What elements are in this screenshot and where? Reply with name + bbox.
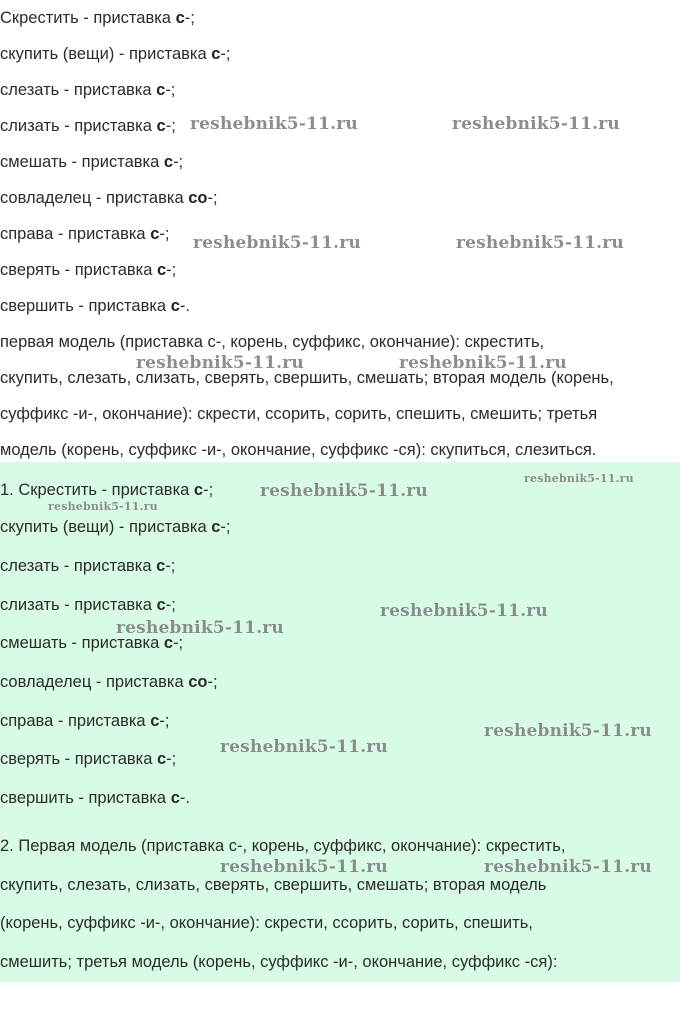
- watermark: reshebnik5-11.ru: [380, 601, 548, 621]
- text-line: смешить; третья модель (корень, суффикс -и-, окончание, суффикс -ся):: [0, 953, 558, 971]
- text-line: смешать - приставка с-;: [0, 153, 184, 171]
- watermark: reshebnik5-11.ru: [116, 618, 284, 638]
- watermark: reshebnik5-11.ru: [48, 500, 158, 513]
- text-line: 1. Скрестить - приставка с-;: [0, 481, 214, 499]
- watermark: reshebnik5-11.ru: [136, 353, 304, 373]
- watermark: reshebnik5-11.ru: [260, 481, 428, 501]
- text-line: скупить (вещи) - приставка с-;: [0, 518, 231, 536]
- watermark: reshebnik5-11.ru: [452, 114, 620, 134]
- text-line: совладелец - приставка со-;: [0, 673, 218, 691]
- text-line: свершить - приставка с-.: [0, 297, 190, 315]
- text-line: слизать - приставка с-;: [0, 596, 176, 614]
- text-line: справа - приставка с-;: [0, 712, 170, 730]
- watermark: reshebnik5-11.ru: [524, 472, 634, 485]
- text-line: сверять - приставка с-;: [0, 261, 177, 279]
- text-line: суффикс -и-, окончание): скрести, ссорить, сорить, спешить, смешить; третья: [0, 405, 598, 423]
- watermark: reshebnik5-11.ru: [193, 233, 361, 253]
- watermark: reshebnik5-11.ru: [190, 114, 358, 134]
- text-line: скупить (вещи) - приставка с-;: [0, 45, 231, 63]
- watermark: reshebnik5-11.ru: [399, 353, 567, 373]
- text-line: смешать - приставка с-;: [0, 634, 184, 652]
- text-line: свершить - приставка с-.: [0, 789, 190, 807]
- watermark: reshebnik5-11.ru: [220, 737, 388, 757]
- text-line: скупить, слезать, слизать, сверять, свершить, смешать; вторая модель: [0, 876, 547, 894]
- text-line: сверять - приставка с-;: [0, 750, 177, 768]
- watermark: reshebnik5-11.ru: [220, 857, 388, 877]
- text-line: слезать - приставка с-;: [0, 81, 176, 99]
- text-line: слезать - приставка с-;: [0, 557, 176, 575]
- watermark: reshebnik5-11.ru: [484, 721, 652, 741]
- text-line: справа - приставка с-;: [0, 225, 170, 243]
- text-line: (корень, суффикс -и-, окончание): скрести, ссорить, сорить, спешить,: [0, 914, 533, 932]
- text-line: Скрестить - приставка с-;: [0, 9, 195, 27]
- text-line: первая модель (приставка с-, корень, суффикс, окончание): скрестить,: [0, 333, 545, 351]
- text-line: скупить, слезать, слизать, сверять, свершить, смешать; вторая модель (корень,: [0, 369, 614, 387]
- text-line: модель (корень, суффикс -и-, окончание, суффикс -ся): скупиться, слезиться.: [0, 441, 597, 459]
- text-line: слизать - приставка с-;: [0, 117, 176, 135]
- text-line: совладелец - приставка со-;: [0, 189, 218, 207]
- text-line: 2. Первая модель (приставка с-, корень, суффикс, окончание): скрестить,: [0, 837, 566, 855]
- watermark: reshebnik5-11.ru: [484, 857, 652, 877]
- watermark: reshebnik5-11.ru: [456, 233, 624, 253]
